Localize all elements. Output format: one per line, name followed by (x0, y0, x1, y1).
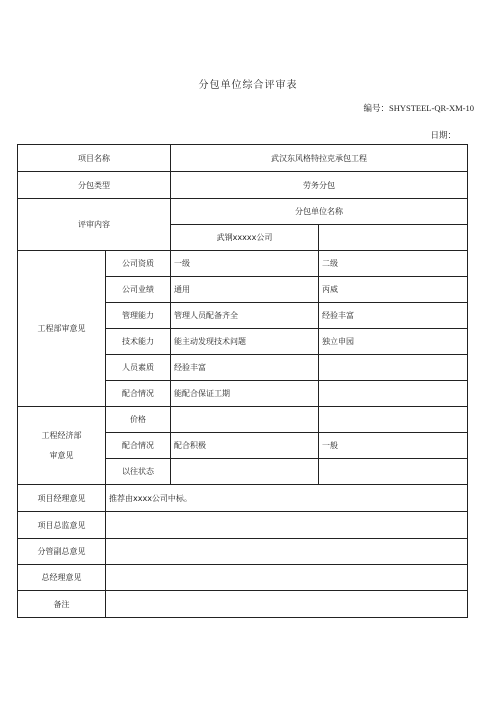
value-project-name[interactable]: 武汉东风格特拉克承包工程 (171, 145, 468, 172)
label-subcontractor-name: 分包单位名称 (171, 199, 468, 225)
label-economics-dept-line2: 审意见 (49, 450, 74, 460)
econ-row (18, 407, 468, 433)
label-subcontract-type: 分包类型 (18, 172, 171, 199)
econ-value-1[interactable] (171, 407, 319, 433)
row-deputy-gm-opinion (18, 539, 468, 565)
eng-value-1[interactable]: 管理人员配备齐全 (171, 303, 319, 329)
review-form-table (17, 144, 468, 618)
label-chief-supervisor-opinion: 项目总监意见 (18, 512, 106, 539)
econ-item: 以往状态 (106, 459, 171, 485)
document-number: 编号：SHYSTEEL-QR-XM-10 (363, 103, 474, 113)
eng-item: 管理能力 (106, 303, 171, 329)
eng-item: 人员素质 (106, 355, 171, 381)
eng-item: 公司业绩 (106, 277, 171, 303)
eng-value-2[interactable] (319, 381, 468, 407)
eng-value-2[interactable] (319, 355, 468, 381)
eng-value-1[interactable]: 能主动发现技术问题 (171, 329, 319, 355)
value-company-1[interactable]: 武钢xxxxx公司 (171, 225, 319, 251)
label-remarks: 备注 (18, 591, 106, 618)
value-pm-opinion[interactable]: 推荐由xxxx公司中标。 (106, 485, 468, 512)
label-pm-opinion: 项目经理意见 (18, 485, 106, 512)
econ-value-1[interactable]: 配合积极 (171, 433, 319, 459)
value-remarks[interactable] (106, 591, 468, 618)
row-subcontract-type (18, 172, 468, 199)
eng-item: 公司资质 (106, 251, 171, 277)
row-gm-opinion (18, 565, 468, 591)
eng-item: 技术能力 (106, 329, 171, 355)
eng-value-2[interactable]: 独立申园 (319, 329, 468, 355)
value-subcontract-type[interactable]: 劳务分包 (171, 172, 468, 199)
value-gm-opinion[interactable] (106, 565, 468, 591)
value-company-2[interactable] (319, 225, 468, 251)
row-subcontractor-header (18, 199, 468, 225)
form-title: 分包单位综合评审表 (198, 80, 298, 91)
label-economics-dept-line1: 工程经济部 (41, 430, 82, 440)
row-pm-opinion (18, 485, 468, 512)
label-gm-opinion: 总经理意见 (18, 565, 106, 591)
eng-item: 配合情况 (106, 381, 171, 407)
econ-value-2[interactable] (319, 459, 468, 485)
row-chief-supervisor-opinion (18, 512, 468, 539)
value-chief-supervisor-opinion[interactable] (106, 512, 468, 539)
eng-value-1[interactable]: 通用 (171, 277, 319, 303)
label-review-content: 评审内容 (18, 199, 171, 251)
eng-value-1[interactable]: 一级 (171, 251, 319, 277)
eng-value-1[interactable]: 经验丰富 (171, 355, 319, 381)
value-deputy-gm-opinion[interactable] (106, 539, 468, 565)
label-project-name: 项目名称 (18, 145, 171, 172)
label-engineering-dept: 工程部审意见 (18, 251, 106, 407)
label-economics-dept (18, 407, 106, 485)
eng-value-1[interactable]: 能配合保证工期 (171, 381, 319, 407)
eng-value-2[interactable]: 二级 (319, 251, 468, 277)
econ-value-2[interactable] (319, 407, 468, 433)
econ-item: 配合情况 (106, 433, 171, 459)
row-remarks (18, 591, 468, 618)
econ-value-1[interactable] (171, 459, 319, 485)
label-deputy-gm-opinion: 分管副总意见 (18, 539, 106, 565)
eng-value-2[interactable]: 经验丰富 (319, 303, 468, 329)
econ-value-2[interactable]: 一般 (319, 433, 468, 459)
eng-row (18, 251, 468, 277)
row-project-name (18, 145, 468, 172)
eng-value-2[interactable]: 丙威 (319, 277, 468, 303)
econ-item: 价格 (106, 407, 171, 433)
date-label: 日期： (430, 131, 456, 141)
